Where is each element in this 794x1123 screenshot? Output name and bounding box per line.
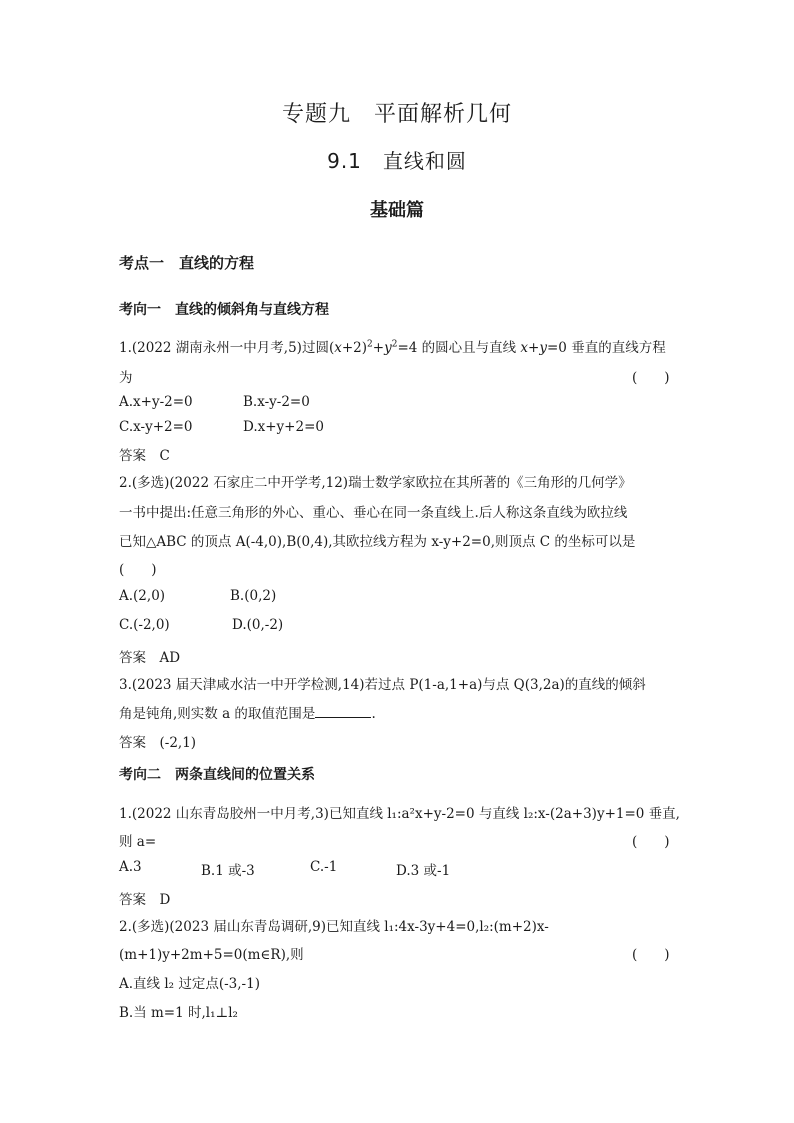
kaoxiang2-title: 考向二 两条直线间的位置关系 bbox=[119, 767, 315, 783]
q5-option-a: A.直线 l₂ 过定点(-3,-1) bbox=[119, 976, 260, 992]
q2-line3: 已知△ABC 的顶点 A(-4,0),B(0,4),其欧拉线方程为 x-y+2=0,则顶点 C 的坐标可以是 bbox=[119, 534, 636, 550]
q4-option-c: C.-1 bbox=[310, 859, 338, 875]
q2-line1: 2.(多选)(2022 石家庄二中开学考,12)瑞士数学家欧拉在其所著的《三角形的几何学》 bbox=[119, 475, 632, 491]
q4-option-d: D.3 或-1 bbox=[396, 863, 451, 879]
q5-line1: 2.(多选)(2023 届山东青岛调研,9)已知直线 l₁:4x-3y+4=0,l₂:(m+2)x- bbox=[119, 919, 549, 935]
q2-option-c: C.(-2,0) bbox=[119, 617, 170, 633]
q1-line1: 1.(2022 湖南永州一中月考,5)过圆$(x+2)^2+y^2=4$ 的圆心且与直线 x+y=0 垂直的直线方程 bbox=[119, 339, 666, 356]
q1-answer: 答案 C bbox=[119, 448, 170, 464]
q2-answer: 答案 AD bbox=[119, 650, 181, 666]
q2-option-a: A.(2,0) bbox=[119, 588, 166, 604]
q1-option-a: A.x+y-2=0 bbox=[119, 394, 193, 410]
q2-answer-paren: ( ) bbox=[119, 562, 157, 578]
q5-line2: (m+1)y+2m+5=0(m∈R),则 bbox=[119, 947, 304, 963]
q1-line1-prefix: 1.(2022 湖南永州一中月考,5)过圆( bbox=[119, 340, 335, 356]
q3-line2-text: 角是钝角,则实数 a 的取值范围是 bbox=[119, 706, 316, 722]
kaodian-title: 考点一 直线的方程 bbox=[119, 254, 255, 272]
q1-option-b: B.x-y-2=0 bbox=[243, 394, 310, 410]
q4-option-b: B.1 或-3 bbox=[201, 863, 255, 879]
q4-line1: 1.(2022 山东青岛胶州一中月考,3)已知直线 l₁:a²x+y-2=0 与直线 l₂:x-(2a+3)y+1=0 垂直, bbox=[119, 806, 680, 822]
section-title: 9.1 直线和圆 bbox=[327, 149, 467, 173]
q1-line1-end: 垂直的直线方程 bbox=[566, 340, 666, 356]
chapter-title: 专题九 平面解析几何 bbox=[281, 102, 512, 127]
q5-answer-paren: ( ) bbox=[632, 947, 670, 963]
q1-line2: 为 bbox=[119, 370, 133, 386]
q1-option-d: D.x+y+2=0 bbox=[243, 419, 324, 435]
q3-answer: 答案 (-2,1) bbox=[119, 735, 197, 751]
q5-option-b: B.当 m=1 时,l₁⊥l₂ bbox=[119, 1005, 238, 1021]
q1-answer-paren: ( ) bbox=[632, 370, 670, 386]
q3-line1: 3.(2023 届天津咸水沽一中开学检测,14)若过点 P(1-a,1+a)与点 Q(3,2a)的直线的倾斜 bbox=[119, 677, 646, 693]
q3-line2: 角是钝角,则实数 a 的取值范围是 . bbox=[119, 706, 376, 722]
q4-answer: 答案 D bbox=[119, 892, 171, 908]
q1-option-c: C.x-y+2=0 bbox=[119, 419, 193, 435]
q3-answer-blank bbox=[315, 705, 371, 718]
q2-option-b: B.(0,2) bbox=[230, 588, 277, 604]
q2-line2: 一书中提出:任意三角形的外心、重心、垂心在同一条直线上.后人称这条直线为欧拉线 bbox=[119, 505, 628, 521]
q4-option-a: A.3 bbox=[119, 859, 142, 875]
q4-answer-paren: ( ) bbox=[632, 834, 670, 850]
level-title: 基础篇 bbox=[370, 200, 424, 221]
q4-line2: 则 a= bbox=[119, 834, 157, 850]
q2-option-d: D.(0,-2) bbox=[232, 617, 284, 633]
kaoxiang1-title: 考向一 直线的倾斜角与直线方程 bbox=[119, 302, 329, 318]
